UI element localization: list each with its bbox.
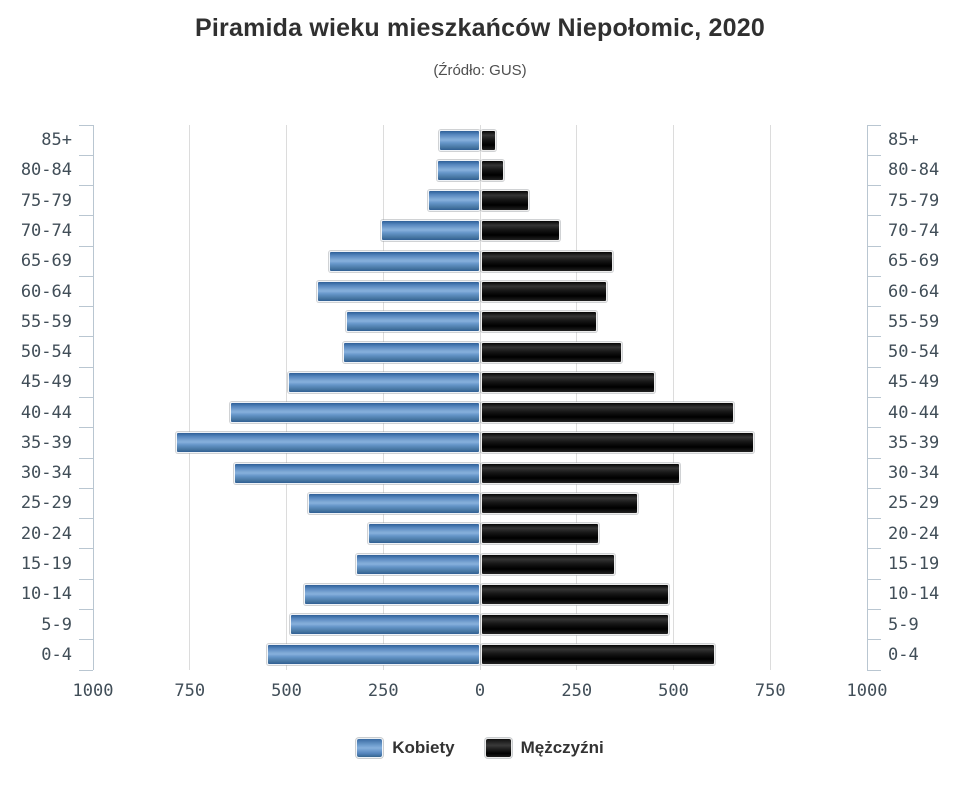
left-axis-tick [79,397,93,398]
x-axis-tick-label: 1000 [72,681,114,701]
right-axis-tick [867,306,881,307]
bar-kobiety-0-4[interactable] [267,644,480,665]
bar-mezczyzni-5-9[interactable] [481,614,669,635]
left-axis-tick [79,518,93,519]
right-axis-tick [867,670,881,671]
age-group-label-left: 70-74 [20,220,72,241]
legend [0,738,960,758]
right-axis-tick [867,458,881,459]
left-axis-tick [79,488,93,489]
right-axis-tick [867,488,881,489]
bar-kobiety-20-24[interactable] [368,523,480,544]
bar-mezczyzni-10-14[interactable] [481,584,669,605]
bar-mezczyzni-35-39[interactable] [481,432,754,453]
age-group-label-left: 15-19 [20,554,72,575]
left-axis-tick [79,670,93,671]
x-axis-tick-label: 750 [174,681,206,701]
left-axis-tick [79,548,93,549]
x-axis-tick-label: 250 [561,681,593,701]
bar-mezczyzni-60-64[interactable] [481,281,607,302]
left-axis-tick [79,336,93,337]
bar-kobiety-80-84[interactable] [437,160,480,181]
gridline [286,125,287,670]
right-axis-tick [867,518,881,519]
gridline [770,125,771,670]
bar-mezczyzni-0-4[interactable] [481,644,715,665]
bar-mezczyzni-30-34[interactable] [481,463,680,484]
right-axis-tick [867,639,881,640]
age-group-label-left: 20-24 [20,523,72,544]
mezczyzni-swatch-icon [485,738,512,758]
left-axis-tick [79,215,93,216]
right-axis-tick [867,215,881,216]
age-group-label-right: 80-84 [888,160,940,181]
x-axis-tick-label: 500 [658,681,689,701]
right-axis-tick [867,609,881,610]
bar-kobiety-15-19[interactable] [356,554,480,575]
age-group-label-right: 50-54 [888,342,940,363]
bar-mezczyzni-75-79[interactable] [481,190,529,211]
left-axis-tick [79,246,93,247]
x-axis-tick-label: 750 [754,681,786,701]
bar-mezczyzni-80-84[interactable] [481,160,504,181]
bar-mezczyzni-70-74[interactable] [481,220,560,241]
age-group-label-right: 15-19 [888,554,940,575]
right-axis-tick [867,125,881,126]
left-axis-tick [79,427,93,428]
right-axis-tick [867,367,881,368]
bar-kobiety-85+[interactable] [439,130,480,151]
gridline [673,125,674,670]
legend-item-kobiety[interactable] [356,738,454,758]
bar-kobiety-35-39[interactable] [176,432,480,453]
right-axis-tick [867,548,881,549]
legend-item-mezczyzni[interactable] [485,738,604,758]
right-axis-tick [867,246,881,247]
right-axis-tick [867,155,881,156]
age-group-label-right: 40-44 [888,402,940,423]
left-axis-tick [79,367,93,368]
age-group-label-right: 5-9 [888,614,919,635]
age-group-label-left: 80-84 [20,160,72,181]
age-group-label-left: 45-49 [20,372,72,393]
left-axis-tick [79,609,93,610]
age-group-label-right: 75-79 [888,190,940,211]
age-group-label-left: 0-4 [41,644,72,665]
bar-kobiety-45-49[interactable] [288,372,480,393]
right-axis-tick [867,276,881,277]
age-group-label-right: 65-69 [888,251,940,272]
age-group-label-right: 10-14 [888,584,940,605]
age-group-label-left: 30-34 [20,463,72,484]
bar-kobiety-75-79[interactable] [428,190,480,211]
bar-mezczyzni-25-29[interactable] [481,493,638,514]
x-axis-tick-label: 250 [367,681,399,701]
bar-kobiety-60-64[interactable] [317,281,480,302]
bar-kobiety-10-14[interactable] [304,584,480,605]
age-group-label-right: 70-74 [888,220,940,241]
bar-kobiety-50-54[interactable] [343,342,480,363]
chart-subtitle: (Źródło: GUS) [433,62,527,79]
bar-kobiety-65-69[interactable] [329,251,480,272]
right-axis-tick [867,579,881,580]
age-group-label-left: 85+ [41,130,72,151]
bar-kobiety-30-34[interactable] [234,463,480,484]
bar-kobiety-70-74[interactable] [381,220,480,241]
gridline [189,125,190,670]
legend-label-mezczyzni: Mężczyźni [520,738,604,757]
bar-kobiety-40-44[interactable] [230,402,480,423]
right-axis-tick [867,397,881,398]
age-group-label-left: 25-29 [20,493,72,514]
x-axis-tick-label: 0 [474,681,486,701]
age-group-label-right: 55-59 [888,311,940,332]
bar-kobiety-25-29[interactable] [308,493,480,514]
x-axis-tick-label: 1000 [846,681,888,701]
right-axis-tick [867,336,881,337]
bar-mezczyzni-85+[interactable] [481,130,496,151]
left-axis-tick [79,306,93,307]
age-group-label-left: 55-59 [20,311,72,332]
left-axis-tick [79,155,93,156]
bar-mezczyzni-40-44[interactable] [481,402,734,423]
age-group-label-right: 45-49 [888,372,940,393]
bar-mezczyzni-15-19[interactable] [481,554,615,575]
bar-mezczyzni-45-49[interactable] [481,372,655,393]
bar-kobiety-55-59[interactable] [346,311,480,332]
right-axis-tick [867,185,881,186]
age-group-label-right: 20-24 [888,523,940,544]
age-group-label-left: 50-54 [20,342,72,363]
age-group-label-left: 75-79 [20,190,72,211]
age-group-label-left: 40-44 [20,402,72,423]
bar-mezczyzni-20-24[interactable] [481,523,599,544]
bar-mezczyzni-50-54[interactable] [481,342,622,363]
bar-mezczyzni-55-59[interactable] [481,311,597,332]
legend-label-kobiety: Kobiety [392,738,455,757]
left-axis-tick [79,276,93,277]
age-group-label-right: 35-39 [888,432,940,453]
age-group-label-left: 10-14 [20,584,72,605]
kobiety-swatch-icon [356,738,383,758]
chart-title: Piramida wieku mieszkańców Niepołomic, 2020 [195,14,765,42]
age-group-label-right: 0-4 [888,644,919,665]
bar-mezczyzni-65-69[interactable] [481,251,613,272]
x-axis-tick-label: 500 [271,681,302,701]
left-axis-tick [79,125,93,126]
left-axis-tick [79,579,93,580]
age-group-label-left: 60-64 [20,281,72,302]
bar-kobiety-5-9[interactable] [290,614,480,635]
left-axis-tick [79,458,93,459]
age-group-label-right: 85+ [888,130,919,151]
left-axis-tick [79,185,93,186]
age-group-label-left: 65-69 [20,251,72,272]
age-group-label-right: 60-64 [888,281,940,302]
age-group-label-right: 25-29 [888,493,940,514]
right-axis-tick [867,427,881,428]
age-group-label-left: 5-9 [41,614,72,635]
age-group-label-left: 35-39 [20,432,72,453]
left-axis-tick [79,639,93,640]
age-group-label-right: 30-34 [888,463,940,484]
